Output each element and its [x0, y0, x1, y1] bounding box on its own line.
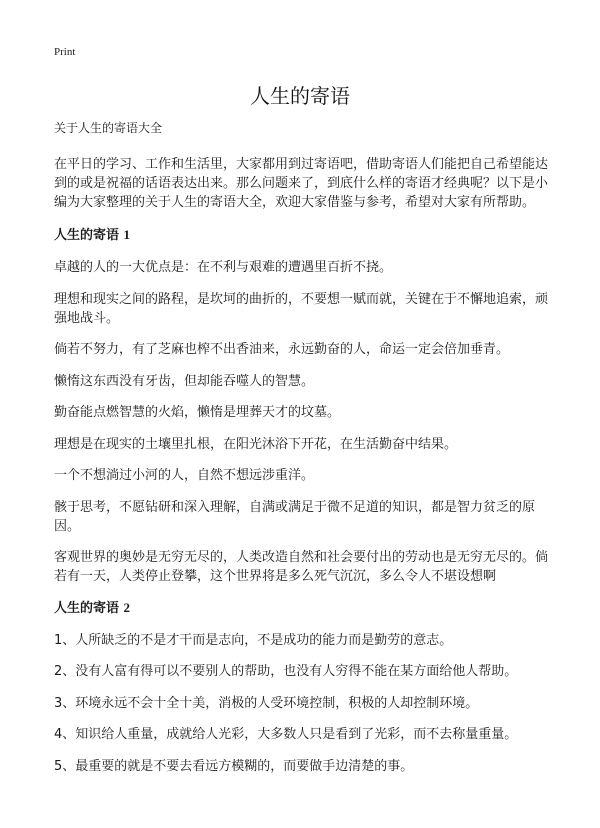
section-heading-text: 人生的寄语: [54, 600, 120, 616]
list-item: 3、环境永远不会十全十美，消极的人受环境控制，积极的人却控制环境。: [54, 695, 479, 711]
section-heading: [54, 599, 554, 618]
list-item: 4、知识给人重量，成就给人光彩，大多数人只是看到了光彩，而不去称量重量。: [54, 727, 518, 742]
list-item: 倘若不努力，有了芝麻也榨不出香油来，永远勤奋的人，命运一定会倍加垂青。: [54, 342, 510, 357]
intro-paragraph: 在平日的学习、工作和生活里，大家都用到过寄语吧，借助寄语人们能把自己希望能达到的或是祝福的话语表达出来。那么问题来了，到底什么样的寄语才经典呢？以下是小编为大家整理的关于人生的寄语大全，欢迎大家借鉴与参考，希望对大家有所帮助。: [54, 157, 549, 210]
section-2: [54, 599, 554, 776]
print-link[interactable]: Print: [54, 46, 76, 58]
list-item: 5、最重要的就是不要去看远方模糊的，而要做手边清楚的事。: [54, 758, 414, 774]
section-heading-number: 2: [123, 599, 131, 615]
list-item: 一个不想淌过小河的人，自然不想远涉重洋。: [54, 468, 315, 483]
list-item: 2、没有人富有得可以不要别人的帮助，也没有人穷得不能在某方面给他人帮助。: [54, 664, 518, 679]
list-item: 客观世界的奥妙是无穷无尽的，人类改造自然和社会要付出的劳动也是无穷无尽的。倘若有一天，人类停止登攀，这个世界将是多么死气沉沉，多么令人不堪设想啊: [54, 550, 549, 584]
list-item: 骸于思考，不愿钻研和深入理解，自满或满足于微不足道的知识，都是智力贫乏的原因。: [54, 499, 536, 534]
list-item: 卓越的人的一大优点是：在不利与艰难的遭遇里百折不挠。: [54, 260, 393, 275]
section-heading: [54, 226, 554, 245]
list-item: 勤奋能点燃智慧的火焰，懒惰是埋葬天才的坟墓。: [54, 405, 341, 420]
list-item: 懒惰这东西没有牙齿，但却能吞噬人的智慧。: [54, 373, 315, 389]
section-heading-number: 1: [123, 227, 131, 242]
article-body: [54, 120, 554, 788]
section-heading-text: 人生的寄语: [54, 228, 120, 243]
list-item: 理想是在现实的土壤里扎根，在阳光沐浴下开花，在生活勤奋中结果。: [54, 436, 458, 452]
article-subtitle: 关于人生的寄语大全: [54, 121, 163, 135]
list-item: 1、人所缺乏的不是才干而是志向，不是成功的能力而是勤劳的意志。: [54, 632, 453, 648]
list-item: 理想和现实之间的路程，是坎坷的曲折的，不要想一赋而就，关键在于不懈地追索，顽强地战斗。: [54, 291, 549, 326]
page-title: 人生的寄语: [250, 84, 350, 108]
section-1: [54, 226, 554, 586]
